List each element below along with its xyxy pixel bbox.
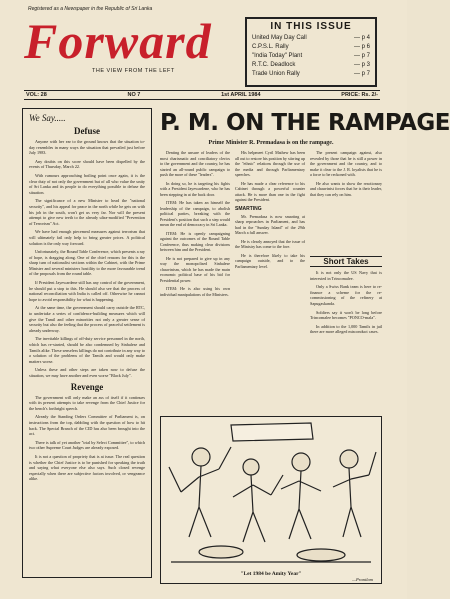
issue-item[interactable]: C.P.S.L. Rally — p 6 [252, 44, 370, 50]
editorial-paragraph: Already the Standing Orders Committee of Parliament is, on instructions from the top, dabbling with the question of how to hit back. The Special Branch of the CID has also been brought into the act. [29, 414, 145, 437]
in-this-issue-box [245, 17, 377, 87]
cartoon-drawing [161, 417, 381, 583]
article-paragraph: He is clearly annoyed that the issue of the Ministry has come to the fore. [235, 238, 305, 249]
tagline: THE VIEW FROM THE LEFT [92, 68, 175, 74]
cartoon-credit: —Prantlam [351, 577, 373, 582]
article-paragraph: He is not prepared to give up in any way the monopolised Sinhalese chauvinism, which he has made the main economic political base of his bid for Presidential power. [160, 255, 230, 283]
editorial-paragraph: We have had enough piecemeal measures against terrorism that will ultimately fail only help to bring greater prices. A political solution is the only way forward. [29, 229, 145, 246]
editorial-paragraph: The government will only make an ass of itself if it continues with its present attempts to take revenge from the Chief Justice for the bench's forthright speech. [29, 394, 145, 411]
article-column-3 [310, 150, 382, 255]
article-paragraph: ITEM: He has taken an himself the leadership of the campaign, to abolish political parties, breaking with the President's position that such a step would mean the end of democracy in Sri Lanka. [160, 200, 230, 227]
short-take-item: Soldiers say it won't be long before Trincomalee becomes "PONCO-mala". [310, 309, 382, 321]
registration-note: Registered as a Newspaper in the Republic of Sri Lanka [28, 6, 153, 12]
we-say-heading: We Say..... [29, 113, 66, 123]
issue-item[interactable]: R.T.C. Deadlock — p 3 [252, 62, 370, 68]
revenge-title: Revenge [70, 381, 104, 392]
volume-number: VOL: 28 [26, 92, 47, 98]
editorial-paragraph: The inevitable killings of off-duty service personnel in the north, which has re-started, should be also condemned by Sinhalese and Tamils alike. These senseless killings do not contribute in any way to a solution of the problems of the Tamils and would only make matters worse. [29, 336, 145, 364]
article-paragraph: His helpmeet Cyril Mathew has been all out to restore his position by stirring up the "ethnic" relations through the use of the media and through Parliamentary speeches. [235, 150, 305, 177]
article-lead: Prime Minister R. Premadasa is on the rampage. [208, 140, 334, 146]
cartoon-caption: "Let 1984 be Amity Year" [240, 571, 302, 577]
issue-item[interactable]: Trade Union Rally — p 7 [252, 71, 370, 77]
issue-item[interactable]: "India Today" Plant — p 7 [252, 53, 370, 59]
masthead: Forward [24, 13, 212, 69]
price: PRICE: Rs. 2/- [341, 92, 378, 98]
main-headline: P. M. ON THE RAMPAGE [160, 110, 450, 136]
short-takes-section [310, 256, 382, 412]
article-paragraph: ITEM: He is also using his own individual manipulations of the Ministers. [160, 286, 230, 297]
article-column-2 [235, 150, 305, 412]
subheading: SMARTING [235, 205, 262, 212]
editorial-column [22, 108, 152, 578]
editorial-paragraph: Unless these and other steps are taken now to defuse the situation, we may have another and even worse "Black July". [29, 367, 145, 378]
in-this-issue-heading: IN THIS ISSUE [270, 21, 352, 32]
article-paragraph: The present campaign against, also revealed by those that he is still a power in the government and the country, and to make it clear to the J. R. loyalists that he is a force to be reckoned with. [310, 150, 382, 177]
issue-number: NO 7 [127, 92, 141, 98]
editorial-paragraph: The significance of a new Minister to head the "national security", and his appeal for peace in the north while he gets on with his job in the south, won't get us very far. Nor will the present attempt to give new teeth to the already ultra-modified "Prevention of Terrorism" Act. [29, 198, 145, 226]
editorial-paragraph: Anyone with her ear to the ground knows that the situation to-day resembles in many ways the situation that prevailed just before July 1983. [29, 139, 145, 156]
article-paragraph: He has made a clear reference to his Cabinet through a powerful counter attack. He is more than one in the fight against the President. [235, 180, 305, 202]
editorial-paragraph: With rumours approaching boiling point once again, it is the clear duty of not only the government but of all who value the unity of Sri Lanka and its people to do everything possible to defuse the situation. [29, 172, 145, 195]
editorial-paragraph: Unfortunately, the Round Table Conference, which presents a ray of hope, is dragging along. One of the chief reasons for this is the sharp turn of nationalist sections within the Cabinet, with the Prime Minister and several ministers hostility to the more favourable trend of the proposals from the round table. [29, 249, 145, 277]
article-column-1 [160, 150, 230, 412]
article-paragraph: Mr. Premadasa is now smarting at sharp reproaches in Parliament, and has had in the "Sunday Island" of the 29th March a full answer. [235, 213, 305, 235]
editorial-paragraph: If President Jayewardene still has any control of the government, he should put a stop to this. He should also see that the process of national reconciliation with India is called off. Otherwise he cannot hope to avoid responsibility for what is happening. [29, 280, 145, 302]
article-paragraph: He also wants to show the reactionary and chauvinist forces that he is their leader, that they can rely on him. [310, 180, 382, 197]
short-take-item: In addition to the 1,000 Tamils in jail there are more alleged misconduct cases. [310, 323, 382, 335]
defuse-title: Defuse [74, 126, 100, 136]
article-paragraph: Denting the unsure of leaders of the most charismatic and conciliatory clerics to the government and the country, he has started an all-round public campaign to push the more of these "leaders". [160, 150, 230, 177]
editorial-paragraph: There is talk of yet another "trial by Select Committee", to which two other Supreme Court Judges are already exposed. [29, 439, 145, 451]
info-bar [24, 90, 380, 100]
political-cartoon [160, 416, 382, 584]
issue-item[interactable]: United May Day Call — p 4 [252, 35, 370, 41]
article-paragraph: ITEM: He is openly campaigning against the outcomes of the Round Table Conference, thus making clear divisions between him and the President. [160, 230, 230, 252]
short-take-item: It is not only the US Navy that is interested in Trincomalee. [310, 270, 382, 281]
editorial-paragraph: It is not a question of propriety that is at issue. The real question is whether the Chief Justice is to be punished for speaking the truth and saying what everyone else also says. Such closed revenge especially when there are subjective factors involved, or vengeance alike. [29, 453, 145, 482]
issue-date: 1st APRIL 1984 [221, 92, 261, 98]
short-take-item: Only a Swiss Bank team is here to re-finance a scheme for the re-commissioning of the refinery at Sapugaskanda. [310, 284, 382, 306]
editorial-paragraph: Any doubts on this score should have been dispelled by the events of Thursday, March 22. [29, 158, 145, 170]
article-paragraph: He is therefore likely to take his campaign outside, and to the Parliamentary level. [235, 252, 305, 269]
short-takes-title: Short Takes [310, 256, 382, 267]
article-paragraph: In doing so, he is targeting his fights with a President Jayewardene, who he has been stepping in at the back door. [160, 180, 230, 197]
editorial-paragraph: At the same time, the government should carry outside the RTC, to undertake a series of confidence-building measures which will give the Tamil and other minorities not only a greater sense of security but also the feeling that the process of peaceful settlement is already underway. [29, 305, 145, 333]
